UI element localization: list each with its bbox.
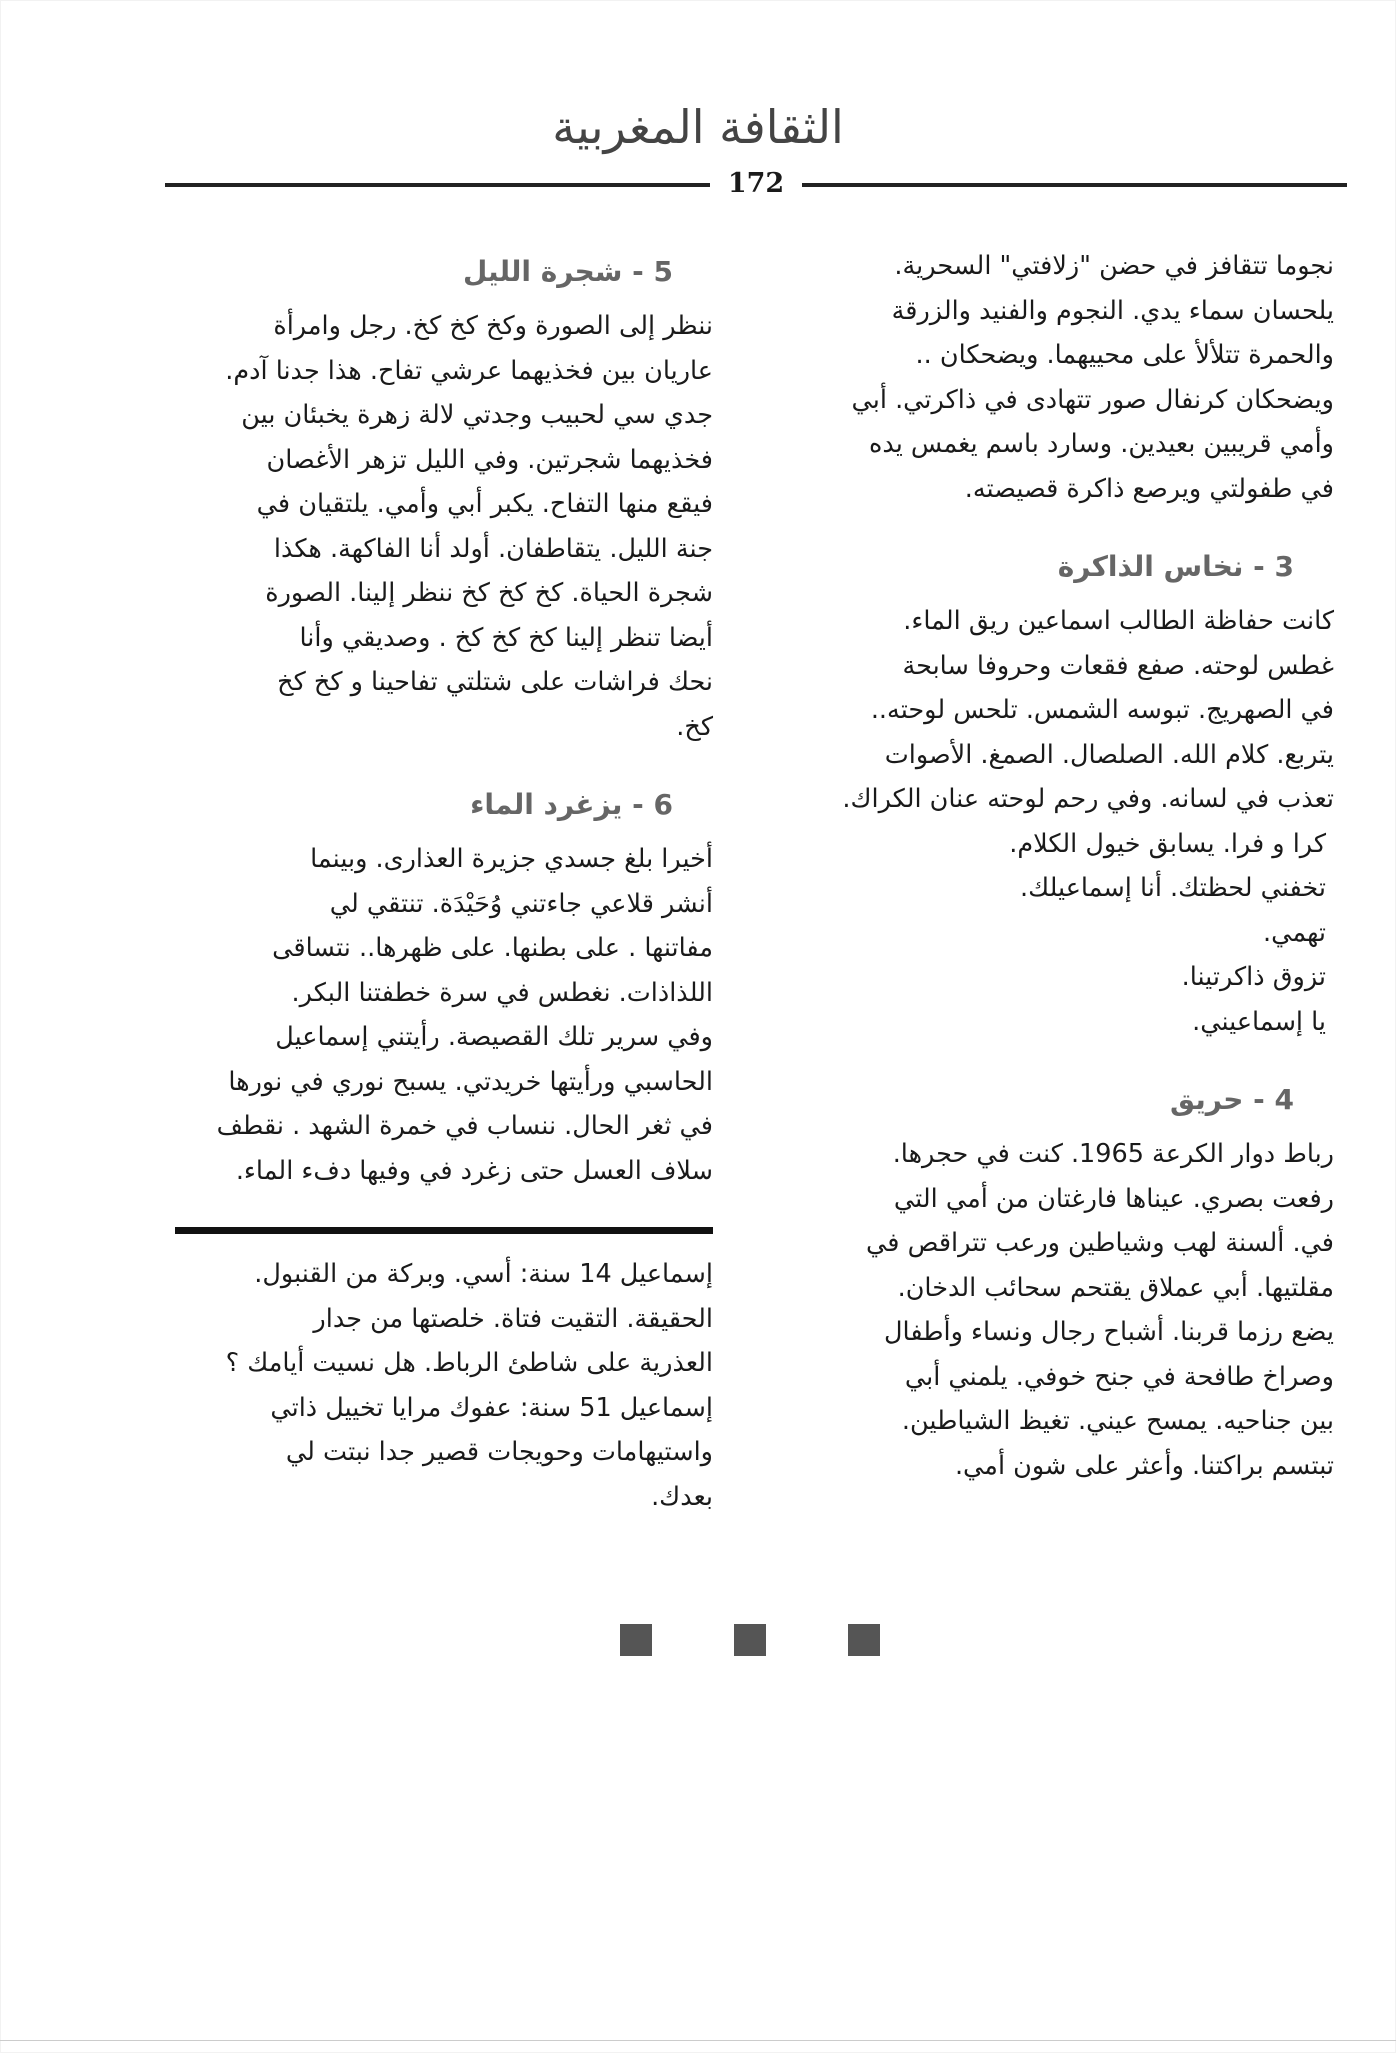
- text-line: جنة الليل. يتقاطفان. أولد أنا الفاكهة. هكذا: [273, 533, 713, 564]
- text-line: رباط دوار الكرعة 1965. كنت في حجرها.: [892, 1139, 1334, 1169]
- text-line: بين جناحيه. يمسح عيني. تغيظ الشياطين.: [901, 1406, 1334, 1436]
- section-4: [778, 1078, 1334, 1488]
- text-line: ننظر إلى الصورة وكخ كخ كخ. رجل وامرأة: [273, 311, 713, 341]
- end-of-article-marks: [620, 1624, 880, 1658]
- text-line: اللذاذات. نغطس في سرة خطفتنا البكر.: [291, 977, 713, 1008]
- verse-line: كرا و فرا. يسابق خيول الكلام.: [1009, 828, 1326, 859]
- text-line: غطس لوحته. صفع فقعات وحروفا سابحة: [902, 650, 1334, 681]
- section-4-title: 4 - حريق: [1170, 1083, 1294, 1116]
- text-line: نحك فراشات على شتلتي تفاحينا و كخ كخ: [277, 667, 713, 697]
- verse-line: تزوق ذاكرتينا.: [1181, 962, 1326, 992]
- text-line: في ثغر الحال. ننساب في خمرة الشهد . نقطف: [216, 1111, 713, 1141]
- text-line: ويضحكان كرنفال صور تتهادى في ذاكرتي. أبي: [851, 384, 1334, 415]
- note-line: إسماعيل 14 سنة: أسي. وبركة من القنبول.: [254, 1259, 713, 1289]
- end-square-icon: [848, 1624, 880, 1656]
- magazine-title: الثقافة المغربية: [552, 100, 844, 154]
- text-line: وأمي قريبين بعيدين. وسارد باسم يغمس يده: [868, 429, 1334, 459]
- text-line: وصراخ طافحة في جنح خوفي. يلمني أبي: [904, 1361, 1334, 1392]
- right-column: [778, 244, 1334, 1522]
- section-6: [161, 783, 713, 1193]
- verse-line: تخفني لحظتك. أنا إسماعيلك.: [1019, 873, 1326, 903]
- text-line: في طفولتي ويرصع ذاكرة قصيصته.: [964, 473, 1334, 504]
- text-line: تعذب في لسانه. وفي رحم لوحته عنان الكراك.: [842, 784, 1334, 814]
- left-column: [161, 250, 713, 1519]
- note-line: الحقيقة. التقيت فتاة. خلصتها من جدار: [313, 1303, 713, 1334]
- text-line: يضع رزما قربنا. أشباح رجال ونساء وأطفال: [884, 1317, 1334, 1347]
- text-line: يتربع. كلام الله. الصلصال. الصمغ. الأصوات: [884, 739, 1334, 770]
- text-line: عاريان بين فخذيهما عرشي تفاح. هذا جدنا آدم.: [225, 355, 713, 386]
- header-rule: [165, 164, 1347, 204]
- note-line: واستيهامات وحويجات قصير جدا نبتت لي: [285, 1437, 713, 1467]
- intro-paragraph: [778, 244, 1334, 511]
- text-line: مفاتنها . على بطنها. على ظهرها.. نتساقى: [272, 933, 713, 963]
- section-5-title: 5 - شجرة الليل: [463, 255, 673, 288]
- text-line: والحمرة تتلألأ على محييهما. ويضحكان ..: [915, 340, 1334, 370]
- text-line: رفعت بصري. عيناها فارغتان من أمي التي: [893, 1183, 1334, 1214]
- section-3: [778, 545, 1334, 1044]
- text-line: يلحسان سماء يدي. النجوم والفنيد والزرقة: [891, 295, 1334, 326]
- text-line: في. ألسنة لهب وشياطين ورعب تتراقص في: [866, 1228, 1334, 1258]
- text-line: أنشر قلاعي جاءتني وُحَيْدَة. تنتقي لي: [329, 888, 713, 919]
- end-square-icon: [620, 1624, 652, 1656]
- text-line: وفي سرير تلك القصيصة. رأيتني إسماعيل: [275, 1022, 713, 1052]
- header-rule-right: [802, 183, 1347, 187]
- text-line: الحاسبي ورأيتها خريدتي. يسبح نوري في نورها: [228, 1066, 713, 1097]
- section-5: [161, 250, 713, 749]
- note-line: إسماعيل 51 سنة: عفوك مرايا تخييل ذاتي: [270, 1392, 713, 1423]
- text-line: كانت حفاظة الطالب اسماعين ريق الماء.: [903, 606, 1334, 636]
- text-line: كخ.: [676, 711, 713, 742]
- section-6-title: 6 - يزغرد الماء: [470, 788, 673, 821]
- text-line: جدي سي لحبيب وجدتي لالة زهرة يخبئان بين: [241, 400, 713, 430]
- section-3-title: 3 - نخاس الذاكرة: [1057, 550, 1294, 583]
- text-line: نجوما تتقافز في حضن "زلافتي" السحرية.: [894, 251, 1334, 281]
- text-line: فخذيهما شجرتين. وفي الليل تزهر الأغصان: [266, 444, 713, 475]
- notes-divider: [175, 1227, 713, 1234]
- note-line: العذرية على شاطئ الرباط. هل نسيت أيامك ؟: [225, 1348, 713, 1378]
- text-line: تبتسم براكتنا. وأعثر على شون أمي.: [954, 1450, 1334, 1481]
- text-line: مقلتيها. أبي عملاق يقتحم سحائب الدخان.: [897, 1272, 1334, 1303]
- text-line: أخيرا بلغ جسدي جزيرة العذارى. وبينما: [310, 844, 713, 874]
- note-line: بعدك.: [651, 1481, 713, 1512]
- verse-line: تهمي.: [1263, 917, 1326, 948]
- verse-line: يا إسماعيني.: [1192, 1006, 1326, 1037]
- text-line: أيضا تنظر إلينا كخ كخ كخ . وصديقي وأنا: [299, 622, 713, 653]
- text-line: في الصهريج. تبوسه الشمس. تلحس لوحته..: [870, 695, 1334, 725]
- page-number: 172: [727, 168, 785, 199]
- end-square-icon: [734, 1624, 766, 1656]
- text-line: فيقع منها التفاح. يكبر أبي وأمي. يلتقيان في: [256, 489, 713, 519]
- text-line: شجرة الحياة. كخ كخ كخ ننظر إلينا. الصورة: [265, 578, 713, 608]
- page-bottom-edge: [0, 2040, 1396, 2041]
- author-notes: [161, 1252, 713, 1519]
- text-line: سلاف العسل حتى زغرد في وفيها دفء الماء.: [235, 1155, 713, 1186]
